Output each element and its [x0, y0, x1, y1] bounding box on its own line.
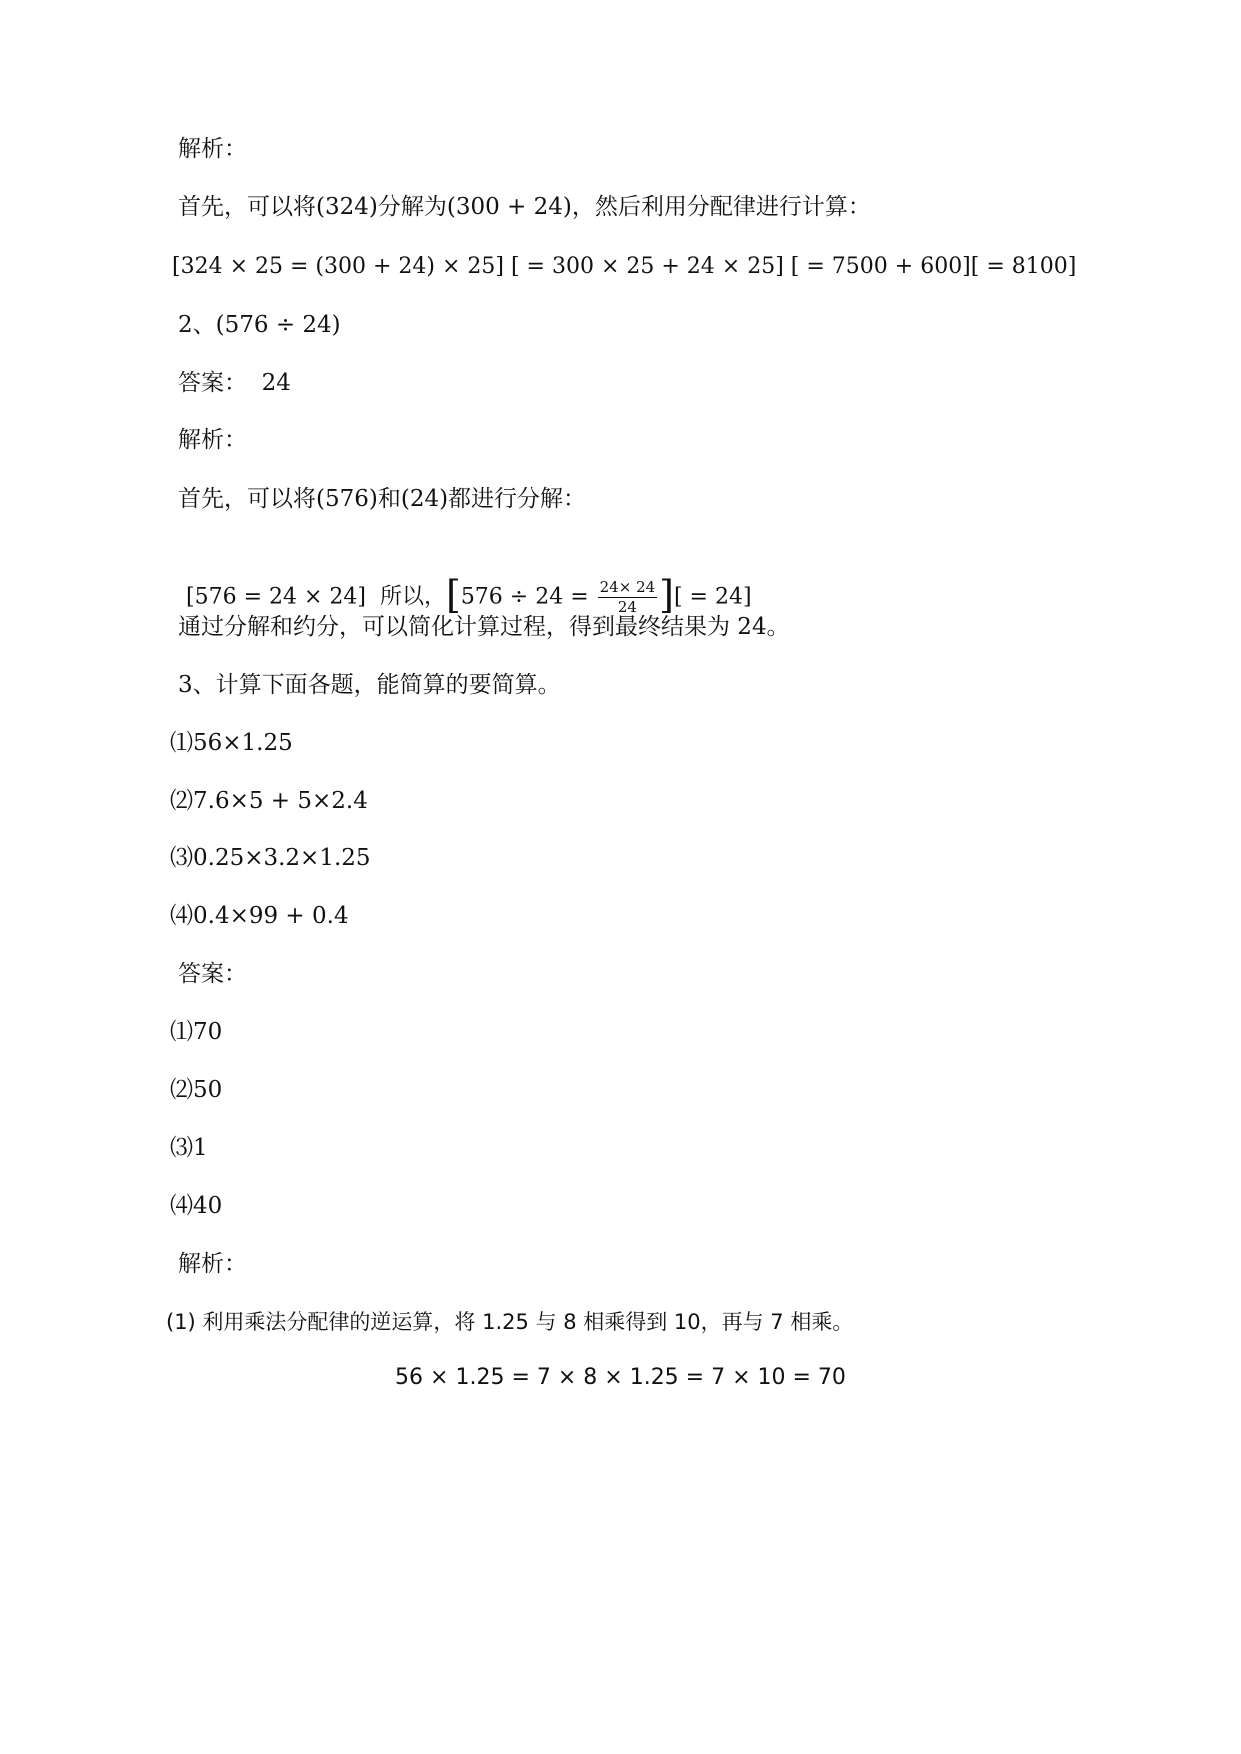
equation-3-1: 56 × 1.25 = 7 × 8 × 1.25 = 7 × 10 = 70: [395, 1365, 846, 1390]
analysis-heading-3: 解析：: [178, 1251, 247, 1277]
fraction-denominator: 24: [617, 598, 637, 616]
question-3-item-1: ⑴56×1.25: [170, 730, 293, 756]
question-3: 3、计算下面各题，能简算的要简算。: [178, 672, 561, 698]
equation-2-right: [ = 24]: [673, 584, 752, 610]
analysis-heading-1: 解析：: [178, 136, 247, 162]
summary-2: 通过分解和约分，可以简化计算过程，得到最终结果为 24。: [178, 614, 790, 640]
answer-3-item-3: ⑶1: [170, 1135, 208, 1161]
fraction: [598, 579, 658, 616]
question-3-item-4: ⑷0.4×99 + 0.4: [170, 903, 349, 929]
analysis-heading-2: 解析：: [178, 427, 247, 453]
answer-3-item-4: ⑷40: [170, 1193, 223, 1219]
explanation-text-2: 首先，可以将(576)和(24)都进行分解：: [178, 486, 587, 512]
answer-3-item-1: ⑴70: [170, 1019, 223, 1045]
open-bracket: [: [445, 572, 461, 617]
equation-2-mid: 576 ÷ 24 =: [460, 584, 596, 610]
explanation-3-1: (1) 利用乘法分配律的逆运算，将 1.25 与 8 相乘得到 10，再与 7 相乘。: [166, 1310, 854, 1334]
equation-1: [324 × 25 = (300 + 24) × 25] [ = 300 × 25 + 24 × 25] [ = 7500 + 600][ = 8100]: [172, 254, 1077, 279]
close-bracket: ]: [659, 572, 674, 617]
explanation-text-1: 首先，可以将(324)分解为(300 + 24)，然后利用分配律进行计算：: [178, 194, 871, 220]
equation-2: [172, 549, 752, 616]
answer-2: 答案： 24: [178, 370, 291, 396]
fraction-numerator: 24× 24: [599, 578, 656, 596]
equation-2-left: [576 = 24 × 24] 所以，: [186, 584, 446, 610]
answer-3-item-2: ⑵50: [170, 1077, 223, 1103]
question-2: 2、(576 ÷ 24): [178, 312, 341, 338]
question-3-item-2: ⑵7.6×5 + 5×2.4: [170, 788, 368, 814]
question-3-item-3: ⑶0.25×3.2×1.25: [170, 845, 371, 871]
answer-3-heading: 答案：: [178, 961, 247, 987]
